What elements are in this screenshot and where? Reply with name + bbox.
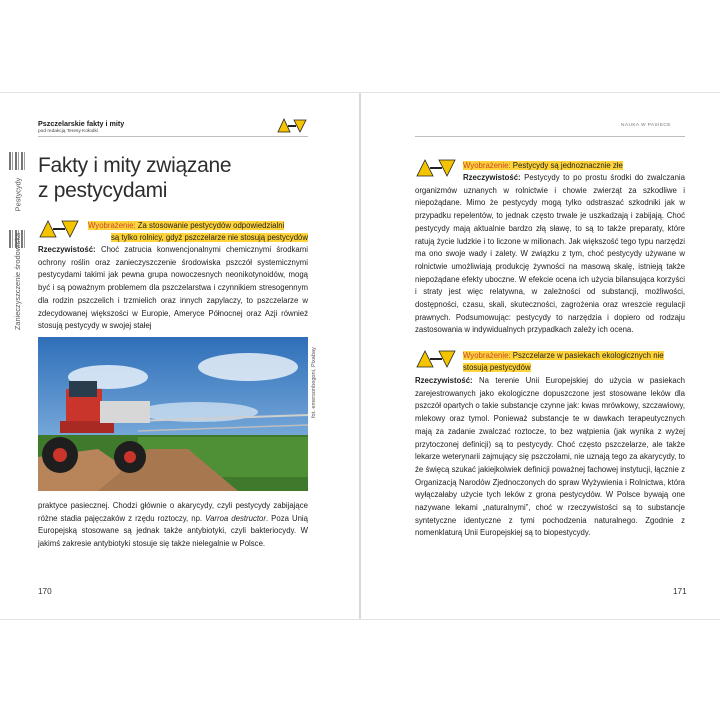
myth-text: Pestycydy są jednoznacznie złe — [512, 161, 623, 170]
title-line-2: z pestycydami — [38, 179, 168, 202]
myth-1-heading-line2 — [88, 232, 308, 245]
fakt-mit-sign-icon — [38, 219, 80, 239]
running-title: Pszczelarskie fakty i mity — [38, 119, 125, 128]
myth-1-heading — [88, 220, 308, 233]
myth-label: Wyobrażenie: — [463, 161, 511, 170]
myth-text: Pszczelarze w pasiekach ekologicznych nie — [512, 351, 664, 360]
header-rule — [38, 136, 308, 137]
fact-3-paragraph — [415, 375, 685, 540]
side-tab-pestycydy — [9, 174, 27, 214]
myth-label: Wyobrażenie: — [463, 351, 511, 360]
side-tab-zanieczyszczenie — [9, 232, 27, 330]
sprayer-tractor-photo — [38, 337, 308, 491]
fakt-mit-sign-icon — [415, 349, 457, 369]
running-subtitle: pod redakcją Teresy Kołodki — [38, 129, 98, 134]
fact-label: Rzeczywistość: — [415, 376, 473, 385]
fact-text: . Poza Unią Europejską stosowane są jednak także antybiotyki, czyli bakteriocydy. W jakimś zakresie antybiotyki stosuje się także nielegalnie w Polsce. — [38, 513, 309, 549]
myth-3-heading — [463, 350, 685, 363]
myth-text: Za stosowanie pestycydów odpowiedzialni — [137, 221, 285, 230]
title-line-1: Fakty i mity związane — [38, 154, 232, 177]
side-tab-label: Pestycydy — [13, 177, 23, 211]
fakt-mit-sign-icon — [277, 118, 307, 134]
myth-label: Wyobrażenie: — [88, 221, 136, 230]
page-top-edge — [0, 92, 720, 93]
fact-1-continued — [38, 500, 308, 551]
fact-text: Na terenie Unii Europejskiej do użycia w pasiekach zarejestrowanych jako ekologiczne dopuszczone jest stosowane leków dla pszczół opartych o takie substancje czynne jak: kwas mrówkowy, szczawiowy, mlekowy oraz tymol. Ponieważ substancje te w dawkach terapeutycznych mają za zadanie zwalczać roztocze, to bez wątpienia (jak wynika z wyżej przytoczonej definicji) są to pestycydy. Choć często pszczelarze, ale także lekarze weterynarii zajmujący się pszczołami, nie uznają tego za akarycydy, to źe święcą szukać jakiejkolwiek definicji poważnej fachowej instytucji, łącznie z Organizacją Narodów Zjednoczonych do spraw Wyżywienia i Rolnictwa, która wyłączałaby użycie tych leków z grona pestycydów. W Polsce bywają one nazywane lekami „naturalnymi”, choć w rzeczywistości są to substancje syntetyczne identyczne z tymi pochodzenia naturalnego. Zgodnie z nomenklaturą Unii Europejskiej są to biopestycydy. — [415, 376, 686, 538]
qr-code-icon — [9, 152, 27, 170]
header-rule — [415, 136, 685, 137]
page-title — [38, 153, 231, 203]
running-header — [38, 119, 308, 135]
page-number-right: 171 — [673, 587, 687, 596]
myth-text: są tylko rolnicy, gdyż pszczelarze nie stosują pestycydów — [110, 233, 308, 242]
book-spine — [359, 92, 361, 620]
species-name: Varroa destructor — [205, 513, 266, 523]
side-tab-label: Zanieczyszczenie środowiska — [13, 232, 23, 330]
fact-1-paragraph — [38, 244, 308, 333]
fact-label: Rzeczywistość: — [38, 245, 96, 254]
fact-label: Rzeczywistość: — [463, 173, 521, 182]
page-bottom-edge — [0, 619, 720, 620]
myth-2-heading — [463, 160, 685, 173]
fact-text: Choć zatrucia konwencjonalnymi chemicznymi środkami ochrony roślin oraz zanieczyszczenie środowiska pszczół systemicznymi pestycydami takimi jak pewna grupa nowoczesnych neonikotynoidów, mogą być i są poważnym problemem dla pszczelarstwa i czynnikiem stresogennym dla rodzin pszczelich i trzmielich oraz innych zapylaczy, to pszczelarze w zdecydowanej większości w Europie, Ameryce Północnej oraz Azji również stosują pestycydy w swojej stałej — [38, 245, 308, 331]
myth-3-heading-line2 — [463, 362, 685, 375]
page-number-left: 170 — [38, 587, 52, 596]
section-label: NAUKA W PASIECE — [621, 123, 671, 128]
fact-text: praktyce pasiecznej. Chodzi głównie o akarycydy, czyli pestycydy zabijające różne stadia pajęczaków z rzędu roztoczy, np. — [38, 501, 308, 523]
fact-text: Pestycydy to po prostu środki do zwalczania organizmów uznanych w rolnictwie i chowie zwierząt za szkodliwe i niepożądane. Mimo że pestycydy mogą tylko odstraszać szkodniki jak w przypadku repelentów, to jednak często trwale je uszkadzają i zabijają. Choć pestycydy mają aktualnie bardzo złą sławę, to są to także preparaty, które ratują życie ludzkie i to liczone w milionach. Jak większość tego typu narzędzi ma ono swoje wady i zalety. W związku z tym, choć pestycydy używane w rolnictwie umożliwiają produkcję żywności na masową skalę, istnieją także niepożądane efekty uboczne. W efekcie ocena ich użycia bilansująca korzyści i straty jest więc relatywna, w zależności od substancji, możliwości, dostępności, czasu, skali, skuteczności, zagrożenia oraz wreszcie regulacji prawnych. Podsumowując: pestycydy to narzędzia i dopiero od rodzaju zastosowania w indywidualnych przypadkach zależy ich ocena. — [415, 173, 685, 335]
myth-text: stosują pestycydów — [463, 363, 531, 372]
photo-credit: fot. emersonbegoni, Pixabay — [311, 347, 317, 418]
fact-2-paragraph — [415, 172, 685, 337]
